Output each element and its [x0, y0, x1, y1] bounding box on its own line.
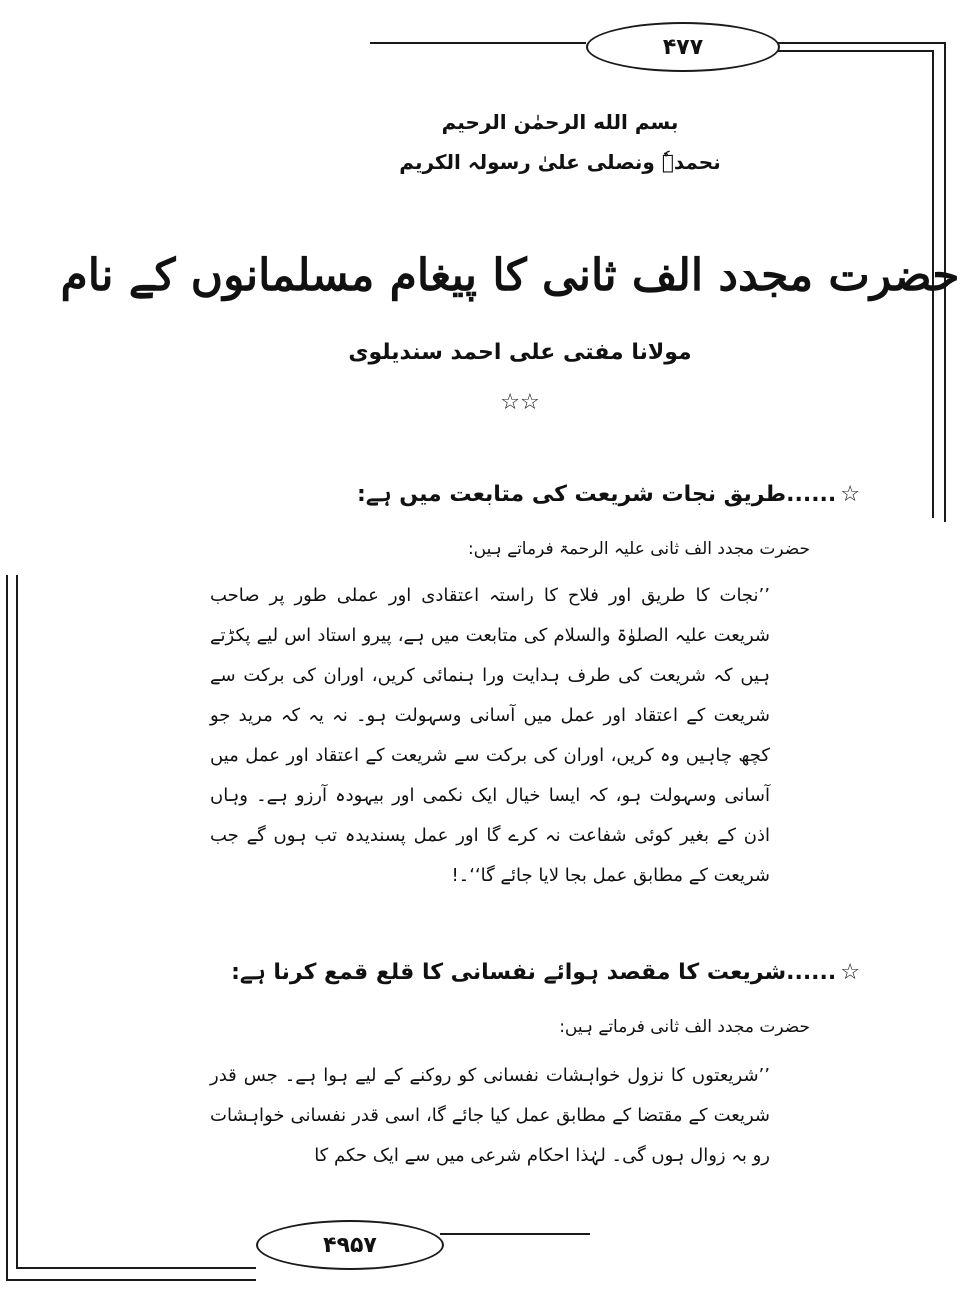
- section-1-subheading: حضرت مجدد الف ثانی علیہ الرحمۃ فرماتے ہیں:: [467, 539, 810, 559]
- frame-bottom-line-left: [6, 1279, 256, 1281]
- section-1-heading-text: ......طریق نجات شریعت کی متابعت میں ہے:: [357, 482, 837, 507]
- star-ornament: ☆☆: [500, 390, 540, 415]
- section-2-heading-text: ......شریعت کا مقصد ہوائے نفسانی کا قلع قمع کرنا ہے:: [231, 960, 837, 985]
- section-2-star-icon: ☆: [840, 960, 860, 985]
- hamd-line: نحمدہٗ ونصلی علیٰ رسولہ الکریم: [399, 150, 721, 174]
- page-number-bottom: ۴۹۵۷: [256, 1220, 444, 1270]
- author-name: مولانا مفتی علی احمد سندیلوی: [348, 340, 692, 365]
- page-number-top: ۴۷۷: [586, 22, 780, 72]
- frame-bottom-line-right: [440, 1233, 590, 1235]
- section-1-star-icon: ☆: [840, 482, 860, 507]
- frame-left-lower-inner: [16, 575, 18, 1267]
- section-2-heading: [160, 960, 860, 985]
- frame-top-line-inner: [776, 50, 934, 52]
- page-title: حضرت مجدد الف ثانی کا پیغام مسلمانوں کے نام: [60, 250, 960, 301]
- frame-bottom-line-left-inner: [16, 1267, 256, 1269]
- basmala: بسم الله الرحمٰن الرحیم: [441, 110, 679, 134]
- section-2-subheading: حضرت مجدد الف ثانی فرماتے ہیں:: [559, 1017, 810, 1037]
- section-2-paragraph: ’’شریعتوں کا نزول خواہشات نفسانی کو روکنے کے لیے ہوا ہے۔ جس قدر شریعت کے مقتضا کے مطابق عمل کیا جائے گا، اسی قدر نفسانی خواہشات رو بہ زوال ہوں گی۔ لہٰذا احکام شرعی میں سے ایک حکم کا: [210, 1065, 770, 1166]
- section-1-paragraph: ’’نجات کا طریق اور فلاح کا راستہ اعتقادی اور عملی طور پر صاحب شریعت علیہ الصلوٰۃ والسلام کی متابعت میں ہے، پیرو استاد اس لیے پکڑتے ہیں کہ شریعت کی طرف ہدایت ورا ہنمائی کریں، اوران کی برکت سے شریعت کے اعتقاد اور عمل میں آسانی وسہولت ہو۔ نہ یہ کہ مرید جو کچھ چاہیں وہ کریں، اوران کی برکت سے شریعت کے اعتقاد اور عمل میں آسانی وسہولت ہو، کہ ایسا خیال ایک نکمی اور بیہودہ آرزو ہے۔ وہاں اذن کے بغیر کوئی شفاعت نہ کرے گا اور عمل پسندیدہ تب ہوں گے جب شریعت کے مطابق عمل بجا لایا جائے گا‘‘۔!: [210, 585, 770, 886]
- frame-left-lower-outer: [6, 575, 8, 1280]
- frame-top-line-right: [776, 42, 946, 44]
- frame-top-line-left: [370, 42, 586, 44]
- section-1-heading: [160, 482, 860, 507]
